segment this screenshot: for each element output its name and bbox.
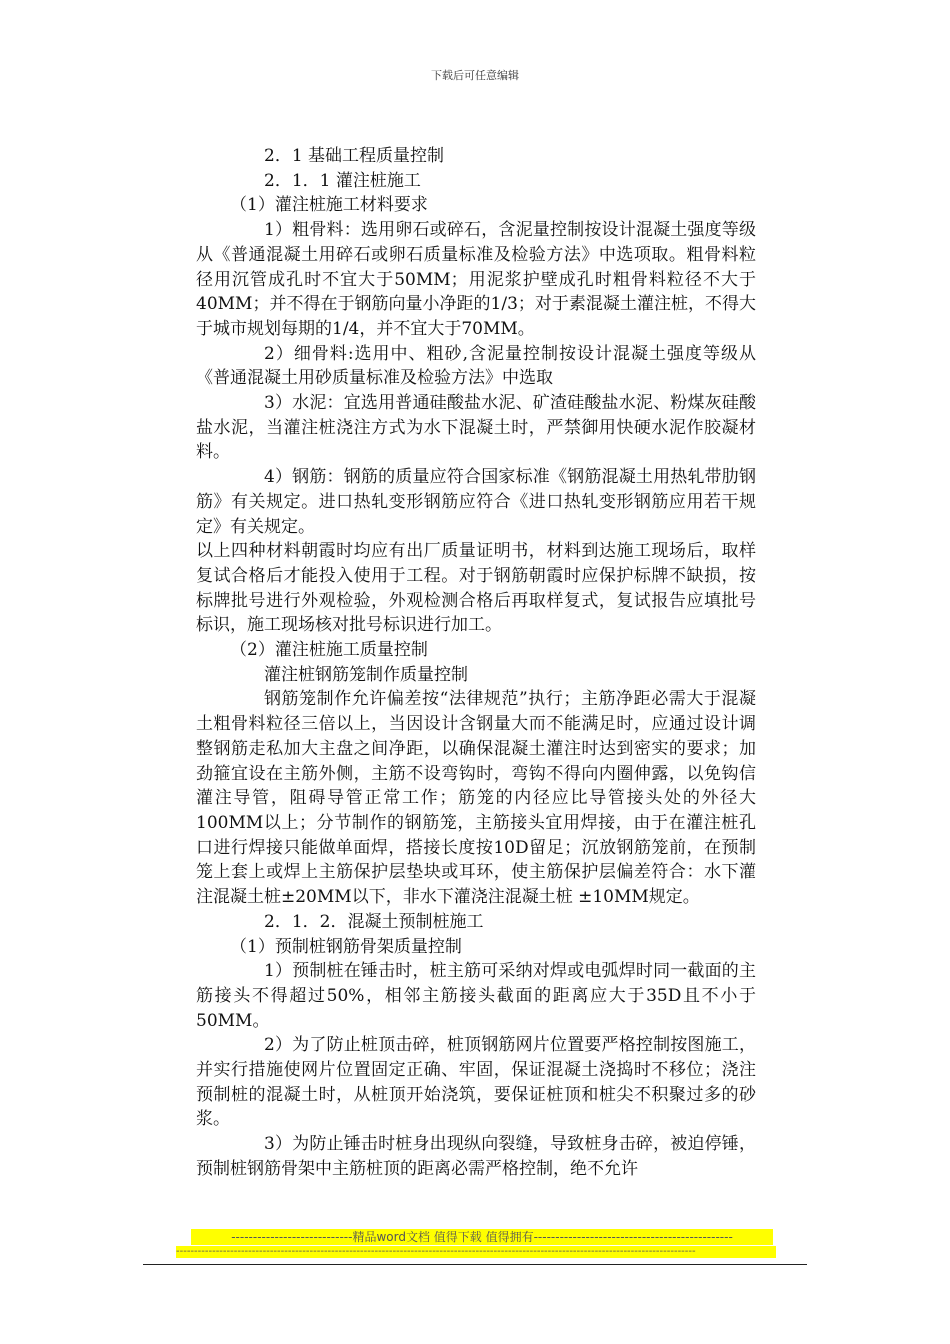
paragraph: 1）预制桩在锤击时，桩主筋可采纳对焊或电弧焊时同一截面的主筋接头不得超过50%，相邻主筋接头截面的距离应大于35D且不小于50MM。 [196, 961, 756, 1031]
paragraph: 以上四种材料朝霞时均应有出厂质量证明书，材料到达施工现场后，取样复试合格后才能投入使用于工程。对于钢筋朝霞时应保护标牌不缺损，按标牌批号进行外观检验，外观检测合格后再取样复式，复试报告应填批号标识，施工现场核对批号标识进行加工。 [196, 541, 756, 636]
paragraph: （2）灌注桩施工质量控制 [230, 640, 428, 661]
paragraph: 2）细骨料:选用中、粗砂,含泥量控制按设计混凝土强度等级从《普通混凝土用砂质量标准及检验方法》中选取 [196, 343, 756, 389]
paragraph: 4）钢筋：钢筋的质量应符合国家标准《钢筋混凝土用热轧带肋钢筋》有关规定。进口热轧变形钢筋应符合《进口热轧变形钢筋应用若干规定》有关规定。 [196, 467, 756, 537]
paragraph: 2．1．2．混凝土预制桩施工 [264, 911, 484, 932]
paragraph: 灌注桩钢筋笼制作质量控制 [264, 664, 468, 685]
paragraph: 钢筋笼制作允许偏差按“法律规范”执行；主筋净距必需大于混凝土粗骨料粒径三倍以上，当因设计含钢量大而不能满足时，应通过设计调整钢筋走私加大主盘之间净距，以确保混凝土灌注时达到密实的要求；加劲箍宜设在主筋外侧，主筋不设弯钩时，弯钩不得向内圈伸露，以免钩信灌注导管，阻碍导管正常工作；筋笼的内径应比导管接头处的外径大100MM以上；分节制作的钢筋笼，主筋接头宜用焊接，由于在灌注桩孔口进行焊接只能做单面焊，搭接长度按10D留足；沉放钢筋笼前，在预制笼上套上或焊上主筋保护层垫块或耳环，使主筋保护层偏差符合：水下灌注混凝土桩±20MM以下，非水下灌浇注混凝土桩 ±10MM规定。 [196, 689, 756, 908]
paragraph: （1）灌注桩施工材料要求 [230, 195, 428, 216]
paragraph: 3）水泥：宜选用普通硅酸盐水泥、矿渣硅酸盐水泥、粉煤灰硅酸盐水泥，当灌注桩浇注方式为水下混凝土时，严禁御用快硬水泥作胶凝材料。 [196, 393, 756, 463]
paragraph: 2．1．1 灌注桩施工 [264, 170, 421, 191]
paragraph: 2）为了防止桩顶击碎，桩顶钢筋网片位置要严格控制按图施工，并实行措施使网片位置固定正确、牢固，保证混凝土浇捣时不移位；浇注预制桩的混凝土时，从桩顶开始浇筑，要保证桩顶和桩尖不积聚过多的砂浆。 [196, 1035, 756, 1130]
paragraph: 1）粗骨料：选用卵石或碎石，含泥量控制按设计混凝土强度等级从《普通混凝土用碎石或卵石质量标准及检验方法》中选项取。粗骨料粒径用沉管成孔时不宜大于50MM；用泥浆护壁成孔时粗骨料粒径不大于40MM；并不得在于钢筋向量小净距的1/3；对于素混凝土灌注桩，不得大于城市规划每期的1/4，并不宜大于70MM。 [196, 220, 756, 339]
footer-banner-line-2: ------------------------------------------------------------------------------------------------------------------------------------------------ [176, 1246, 776, 1258]
paragraph: 3）为防止锤击时桩身出现纵向裂缝，导致桩身击碎，被迫停锤，预制桩钢筋骨架中主筋桩顶的距离必需严格控制，绝不允许 [196, 1134, 756, 1179]
paragraph: （1）预制桩钢筋骨架质量控制 [230, 936, 462, 957]
footer-rule [143, 1264, 807, 1265]
page-header: 下载后可任意编辑 [431, 69, 519, 82]
footer-banner-line-1: ----------------------------精品word文档 值得下载 值得拥有---------------------------------------------- [191, 1229, 773, 1245]
paragraph: 2．1 基础工程质量控制 [264, 146, 445, 166]
document-body [196, 144, 756, 1182]
